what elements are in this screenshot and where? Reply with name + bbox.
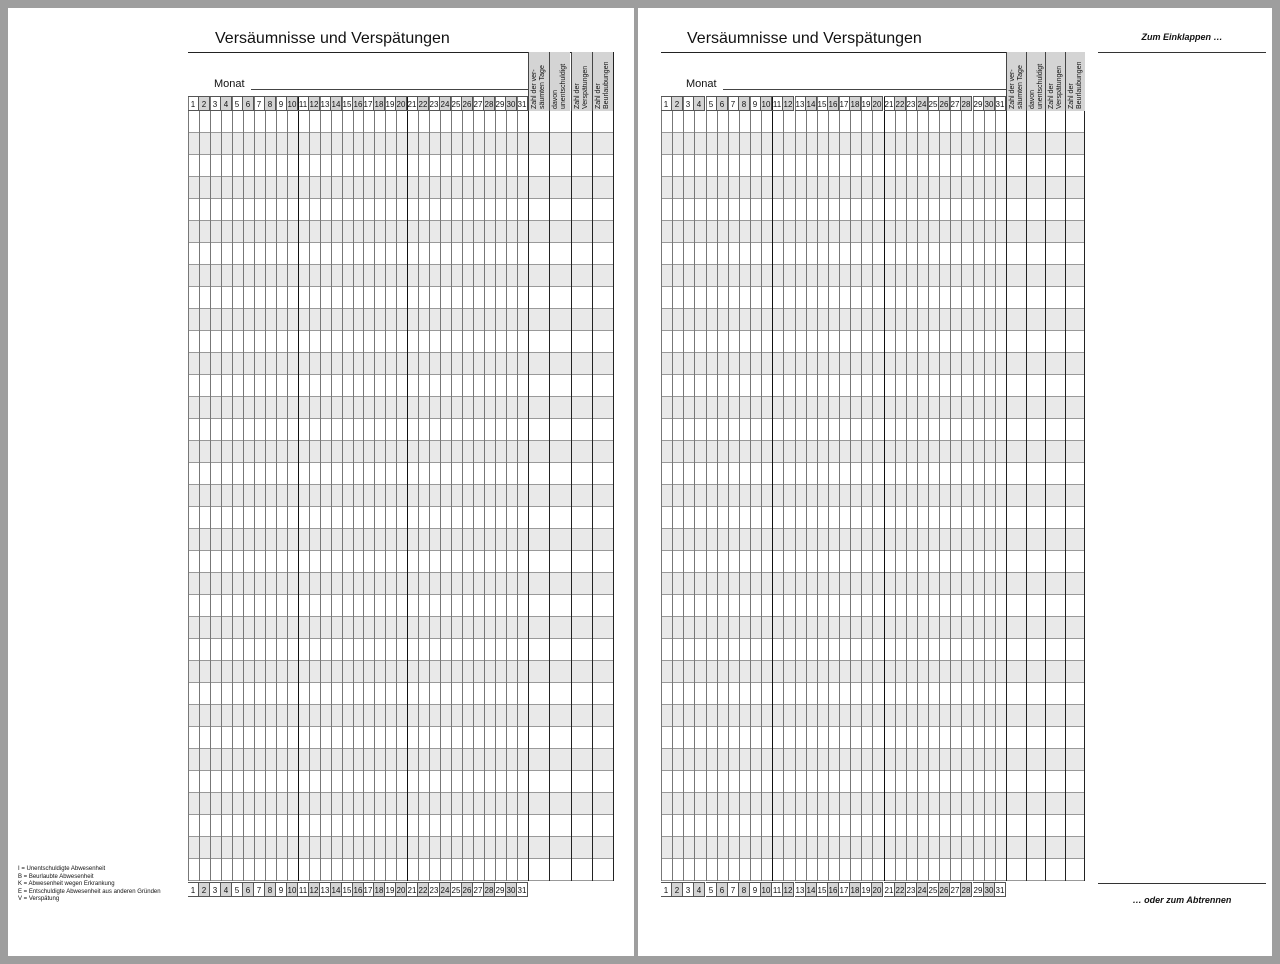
day-column-line [806, 96, 807, 881]
day-number: 31 [995, 96, 1006, 111]
legend-item: E = Entschuldigte Abwesenheit aus anderen Gründen [18, 888, 161, 895]
day-number: 22 [418, 96, 429, 111]
day-number: 25 [928, 882, 939, 897]
day-number: 7 [728, 882, 739, 897]
day-number: 19 [861, 96, 872, 111]
day-number: 16 [353, 96, 364, 111]
day-number: 27 [950, 882, 961, 897]
day-number: 4 [694, 96, 705, 111]
day-column-line [331, 96, 332, 881]
day-column-line [906, 96, 907, 881]
day-column-line [783, 96, 784, 881]
day-column-line [462, 96, 463, 881]
day-column-line [363, 96, 364, 881]
day-column-line [717, 96, 718, 881]
day-column-line [739, 96, 740, 881]
summary-header-label: Zahl der ver- säumten Tage [531, 65, 546, 109]
day-number: 21 [407, 882, 418, 897]
day-number: 10 [761, 96, 772, 111]
day-number: 29 [495, 96, 506, 111]
summary-header [592, 52, 613, 111]
day-number: 24 [917, 882, 928, 897]
month-line [251, 89, 528, 90]
day-number: 11 [298, 96, 309, 111]
day-number: 3 [683, 96, 694, 111]
day-column-line [495, 96, 496, 881]
day-number: 18 [850, 96, 861, 111]
summary-column-line [1026, 52, 1027, 881]
day-column-line [407, 96, 408, 881]
day-number: 10 [287, 96, 298, 111]
month-label: Monat [214, 78, 245, 90]
day-column-line [861, 96, 862, 881]
day-column-line [961, 96, 962, 881]
day-number: 26 [939, 96, 950, 111]
day-number: 30 [984, 96, 995, 111]
day-number: 20 [872, 882, 883, 897]
day-number: 23 [429, 882, 440, 897]
day-number: 3 [210, 882, 221, 897]
day-number: 7 [254, 882, 265, 897]
summary-column-line [571, 52, 572, 881]
day-column-line [243, 96, 244, 881]
summary-header-label: davon unentschuldigt [1028, 63, 1044, 109]
day-number: 18 [374, 96, 385, 111]
day-column-line [884, 96, 885, 881]
day-column-line [506, 96, 507, 881]
day-column-line [473, 96, 474, 881]
day-number: 7 [728, 96, 739, 111]
day-number: 19 [385, 882, 396, 897]
day-number: 23 [429, 96, 440, 111]
day-number: 24 [440, 96, 451, 111]
day-column-line [342, 96, 343, 881]
day-number: 17 [363, 96, 374, 111]
day-number: 12 [309, 882, 320, 897]
day-number: 9 [276, 882, 287, 897]
day-number: 2 [672, 96, 683, 111]
day-column-line [828, 96, 829, 881]
day-column-line [276, 96, 277, 881]
day-number: 11 [772, 96, 783, 111]
day-column-line [320, 96, 321, 881]
day-number: 27 [473, 882, 484, 897]
day-number: 14 [331, 882, 342, 897]
day-column-line [385, 96, 386, 881]
day-number: 3 [210, 96, 221, 111]
day-column-line [750, 96, 751, 881]
day-number: 28 [961, 882, 972, 897]
day-number: 16 [828, 96, 839, 111]
summary-column-line [528, 52, 529, 881]
day-number: 16 [828, 882, 839, 897]
day-number: 25 [928, 96, 939, 111]
day-column-line [517, 96, 518, 881]
day-number: 18 [850, 882, 861, 897]
day-number: 9 [750, 882, 761, 897]
day-number: 30 [506, 96, 517, 111]
day-number: 17 [363, 882, 374, 897]
tear-line-bottom [1098, 883, 1266, 884]
day-column-line [995, 96, 996, 881]
day-column-line [199, 96, 200, 881]
day-number: 19 [385, 96, 396, 111]
day-number: 13 [320, 882, 331, 897]
day-column-line [728, 96, 729, 881]
sheet-title: Versäumnisse und Verspätungen [215, 30, 450, 47]
day-number: 15 [817, 96, 828, 111]
day-number: 5 [706, 96, 717, 111]
summary-header [549, 52, 570, 111]
day-column-line [661, 96, 662, 881]
day-column-line [451, 96, 452, 881]
day-number: 27 [950, 96, 961, 111]
day-column-line [396, 96, 397, 881]
summary-header [1045, 52, 1065, 111]
day-number: 30 [984, 882, 995, 897]
day-column-line [683, 96, 684, 881]
day-column-line [895, 96, 896, 881]
legend-item: K = Abwesenheit wegen Erkrankung [18, 881, 115, 888]
summary-header-label: Zahl der Verspätungen [1047, 65, 1063, 109]
day-column-line [221, 96, 222, 881]
day-column-line [772, 96, 773, 881]
day-number: 13 [795, 96, 806, 111]
summary-column-line [613, 52, 614, 881]
summary-column-line [1006, 52, 1007, 881]
day-number: 4 [221, 96, 232, 111]
legend-item: I = Unentschuldigte Abwesenheit [18, 866, 106, 872]
day-column-line [795, 96, 796, 881]
day-column-line [950, 96, 951, 881]
day-column-line [429, 96, 430, 881]
day-number: 6 [243, 96, 254, 111]
day-number: 5 [232, 882, 243, 897]
summary-header-label: davon unentschuldigt [552, 63, 567, 109]
day-number: 29 [495, 882, 506, 897]
summary-header [528, 52, 549, 111]
day-number: 6 [717, 882, 728, 897]
day-number: 28 [961, 96, 972, 111]
day-column-line [817, 96, 818, 881]
day-column-line [484, 96, 485, 881]
day-number: 16 [353, 882, 364, 897]
day-number: 10 [761, 882, 772, 897]
day-column-line [374, 96, 375, 881]
legend-item: V = Verspätung [18, 896, 60, 903]
day-column-line [298, 96, 299, 881]
day-number: 9 [750, 96, 761, 111]
day-column-line [850, 96, 851, 881]
day-number: 1 [188, 96, 199, 111]
day-column-line [309, 96, 310, 881]
day-number: 12 [783, 96, 794, 111]
summary-header-label: Zahl der ver- säumten Tage [1008, 65, 1024, 109]
summary-header-label: Zahl der Beurlaubungen [595, 61, 610, 109]
day-number: 20 [872, 96, 883, 111]
day-number: 5 [232, 96, 243, 111]
fold-label: Zum Einklappen … [1141, 32, 1223, 42]
fold-line-top [1098, 52, 1266, 53]
summary-header-label: Zahl der Verspätungen [574, 65, 589, 109]
day-number: 17 [839, 96, 850, 111]
summary-header [1026, 52, 1046, 111]
day-number: 8 [739, 882, 750, 897]
day-number: 28 [484, 882, 495, 897]
day-column-line [418, 96, 419, 881]
day-number: 23 [906, 96, 917, 111]
day-number: 11 [298, 882, 309, 897]
day-number: 20 [396, 96, 407, 111]
day-number: 31 [995, 882, 1006, 897]
summary-column-line [549, 52, 550, 881]
day-number: 6 [243, 882, 254, 897]
day-number: 15 [342, 882, 353, 897]
day-number: 31 [517, 96, 528, 111]
day-number: 17 [839, 882, 850, 897]
day-column-line [706, 96, 707, 881]
day-number: 15 [342, 96, 353, 111]
day-number: 10 [287, 882, 298, 897]
day-number: 19 [861, 882, 872, 897]
day-number: 26 [462, 882, 473, 897]
day-number: 21 [884, 882, 895, 897]
day-number: 8 [265, 882, 276, 897]
tear-label: … oder zum Abtrennen [1132, 895, 1232, 905]
day-number: 13 [320, 96, 331, 111]
day-column-line [232, 96, 233, 881]
day-number: 30 [506, 882, 517, 897]
day-column-line [973, 96, 974, 881]
day-number: 12 [783, 882, 794, 897]
day-number: 2 [199, 96, 210, 111]
day-number: 26 [939, 882, 950, 897]
day-column-line [265, 96, 266, 881]
summary-header [1065, 52, 1085, 111]
day-number: 14 [331, 96, 342, 111]
summary-header [1006, 52, 1026, 111]
day-number: 13 [795, 882, 806, 897]
day-number: 22 [895, 96, 906, 111]
day-number: 15 [817, 882, 828, 897]
summary-column-line [1065, 52, 1066, 881]
day-number: 1 [661, 96, 672, 111]
day-number: 24 [440, 882, 451, 897]
summary-column-line [1045, 52, 1046, 881]
day-number: 14 [806, 96, 817, 111]
day-number: 25 [451, 882, 462, 897]
day-number: 23 [906, 882, 917, 897]
day-column-line [672, 96, 673, 881]
day-column-line [287, 96, 288, 881]
day-number: 26 [462, 96, 473, 111]
day-number: 8 [265, 96, 276, 111]
day-number: 8 [739, 96, 750, 111]
day-column-line [839, 96, 840, 881]
day-number: 1 [661, 882, 672, 897]
day-number: 27 [473, 96, 484, 111]
day-column-line [694, 96, 695, 881]
day-number: 22 [895, 882, 906, 897]
day-number: 31 [517, 882, 528, 897]
summary-column-line [592, 52, 593, 881]
day-number: 7 [254, 96, 265, 111]
day-column-line [928, 96, 929, 881]
day-column-line [872, 96, 873, 881]
day-number: 28 [484, 96, 495, 111]
day-number: 4 [221, 882, 232, 897]
day-column-line [440, 96, 441, 881]
day-column-line [353, 96, 354, 881]
day-number: 20 [396, 882, 407, 897]
day-column-line [984, 96, 985, 881]
day-column-line [917, 96, 918, 881]
day-number: 3 [683, 882, 694, 897]
day-column-line [761, 96, 762, 881]
day-number: 14 [806, 882, 817, 897]
day-number: 18 [374, 882, 385, 897]
legend [18, 866, 161, 904]
day-number: 5 [706, 882, 717, 897]
day-number: 12 [309, 96, 320, 111]
day-number: 22 [418, 882, 429, 897]
day-number: 11 [772, 882, 783, 897]
summary-column-line [1084, 52, 1085, 881]
day-number: 4 [694, 882, 705, 897]
day-number: 6 [717, 96, 728, 111]
summary-header-label: Zahl der Beurlaubungen [1067, 61, 1083, 109]
day-number: 2 [672, 882, 683, 897]
day-column-line [254, 96, 255, 881]
day-column-line [188, 96, 189, 881]
month-line [723, 89, 1006, 90]
sheet-title: Versäumnisse und Verspätungen [687, 30, 922, 47]
day-number: 21 [884, 96, 895, 111]
day-number: 21 [407, 96, 418, 111]
day-number: 24 [917, 96, 928, 111]
day-column-line [210, 96, 211, 881]
day-number: 29 [973, 96, 984, 111]
day-number: 1 [188, 882, 199, 897]
legend-item: B = Beurlaubte Abwesenheit [18, 873, 94, 880]
day-column-line [939, 96, 940, 881]
month-label: Monat [686, 78, 717, 90]
day-number: 9 [276, 96, 287, 111]
day-number: 25 [451, 96, 462, 111]
summary-header [571, 52, 592, 111]
day-number: 29 [973, 882, 984, 897]
day-number: 2 [199, 882, 210, 897]
